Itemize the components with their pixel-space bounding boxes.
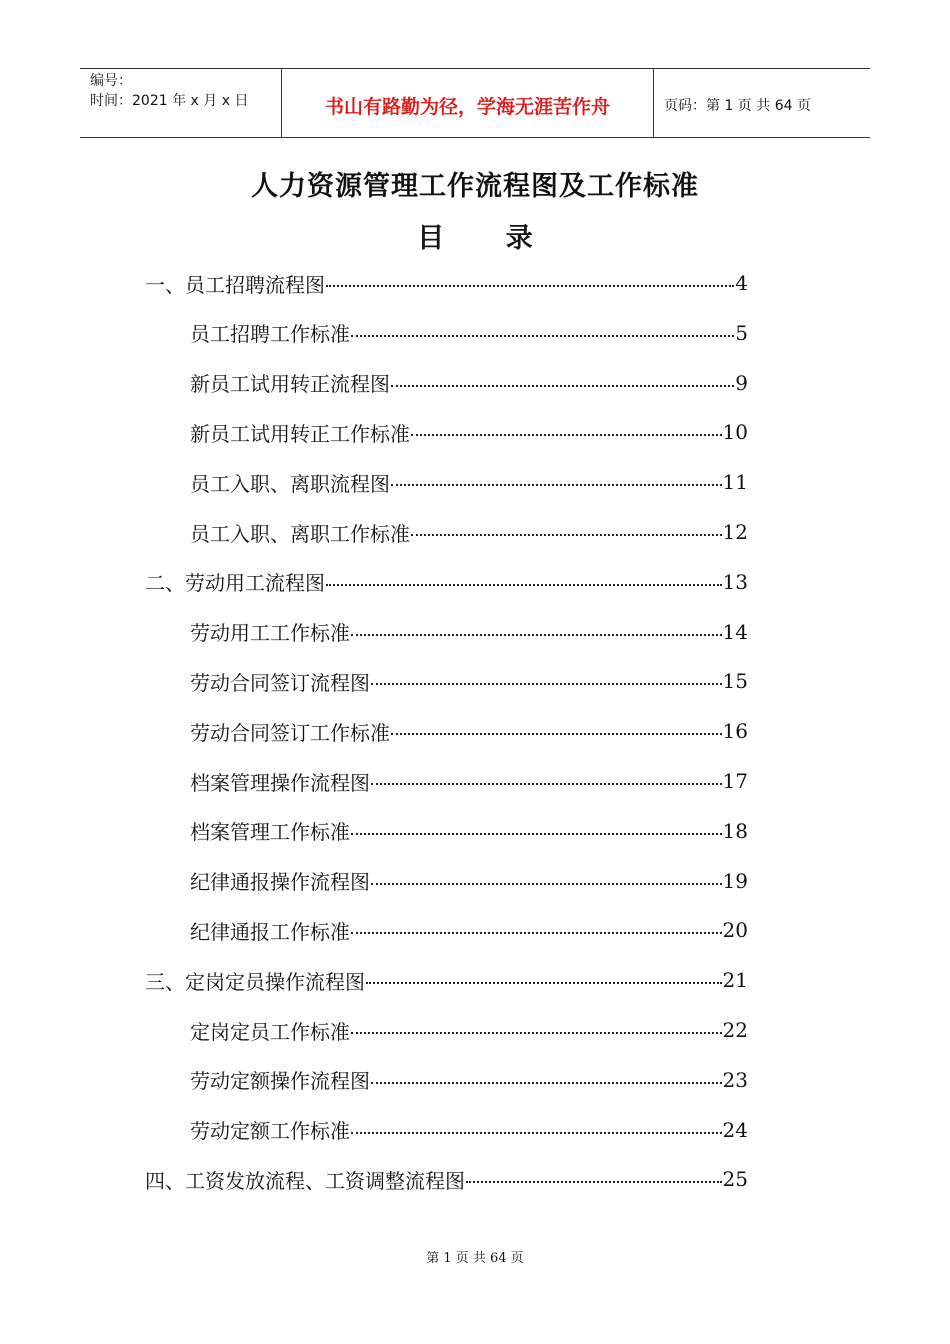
- toc-entry-page: 23: [722, 1067, 748, 1092]
- document-title: 人力资源管理工作流程图及工作标准: [251, 171, 699, 202]
- toc-entry-label: 一、员工招聘流程图: [145, 272, 325, 297]
- toc-entry-page: 11: [722, 470, 748, 495]
- toc-leader-dots: [351, 833, 722, 835]
- page-footer: 第 1 页 共 64 页: [426, 1251, 524, 1266]
- toc-entry[interactable]: [190, 714, 748, 748]
- toc-entry-page: 16: [722, 719, 748, 744]
- toc-entry-page: 24: [722, 1117, 748, 1142]
- toc-leader-dots: [391, 385, 734, 387]
- toc-entry[interactable]: [190, 415, 748, 449]
- toc-entry-label: 档案管理操作流程图: [190, 770, 370, 795]
- toc-entry-label: 纪律通报操作流程图: [190, 870, 370, 895]
- toc-entry[interactable]: [190, 515, 748, 549]
- toc-entry[interactable]: [190, 366, 748, 400]
- toc-leader-dots: [371, 683, 722, 685]
- toc-leader-dots: [466, 1181, 722, 1183]
- toc-entry-label: 劳动合同签订工作标准: [190, 720, 390, 745]
- toc-entry[interactable]: [190, 465, 748, 499]
- toc-entry[interactable]: [190, 1113, 748, 1147]
- toc-leader-dots: [371, 1082, 722, 1084]
- toc-leader-dots: [411, 434, 722, 436]
- toc-leader-dots: [351, 634, 722, 636]
- toc-entry-page: 10: [722, 420, 748, 445]
- date-label: 时间：2021 年 x 月 x 日: [90, 93, 249, 109]
- toc-entry-label: 定岗定员工作标准: [190, 1019, 350, 1044]
- toc-entry-page: 4: [735, 271, 748, 295]
- toc-leader-dots: [391, 733, 722, 735]
- number-label: 编号：: [90, 73, 132, 89]
- toc-entry[interactable]: [145, 1162, 748, 1196]
- toc-leader-dots: [366, 982, 722, 984]
- header-motto: 书山有路勤为径，学海无涯苦作舟: [282, 69, 654, 137]
- toc-leader-dots: [411, 534, 722, 536]
- toc-entry-page: 17: [722, 769, 748, 793]
- toc-entry-page: 14: [722, 619, 748, 644]
- toc-leader-dots: [351, 1132, 722, 1134]
- toc-entry-page: 20: [722, 918, 748, 943]
- header-meta-cell: [80, 69, 282, 137]
- toc-entry-label: 档案管理工作标准: [190, 820, 350, 845]
- toc-entry-label: 新员工试用转正流程图: [190, 372, 390, 397]
- toc-entry-label: 三、定岗定员操作流程图: [145, 969, 365, 994]
- toc-entry-label: 员工入职、离职工作标准: [190, 521, 410, 546]
- toc-entry[interactable]: [190, 764, 748, 798]
- toc-leader-dots: [351, 932, 722, 934]
- toc-entry-label: 员工招聘工作标准: [190, 322, 350, 347]
- toc-entry[interactable]: [145, 266, 748, 300]
- toc-entry-page: 19: [722, 868, 748, 893]
- toc-entry-label: 纪律通报工作标准: [190, 919, 350, 944]
- toc-leader-dots: [351, 1032, 722, 1034]
- page-header-table: [80, 68, 870, 138]
- toc-entry-label: 劳动定额操作流程图: [190, 1069, 370, 1094]
- toc-leader-dots: [391, 484, 722, 486]
- toc-entry[interactable]: [145, 963, 748, 997]
- toc-entry-page: 25: [722, 1167, 748, 1192]
- toc-entry-label: 员工入职、离职流程图: [190, 471, 390, 496]
- toc-leader-dots: [371, 883, 722, 885]
- toc-entry-page: 15: [722, 669, 748, 694]
- toc-entry-label: 劳动定额工作标准: [190, 1119, 350, 1144]
- toc-leader-dots: [326, 584, 722, 586]
- toc-entry[interactable]: [190, 864, 748, 898]
- toc-entry-page: 12: [722, 520, 748, 544]
- toc-entry[interactable]: [190, 615, 748, 649]
- toc-entry-label: 新员工试用转正工作标准: [190, 421, 410, 446]
- toc-entry-label: 劳动合同签订流程图: [190, 670, 370, 695]
- toc-entry[interactable]: [190, 1063, 748, 1097]
- toc-leader-dots: [351, 335, 734, 337]
- toc-entry-page: 22: [722, 1018, 748, 1042]
- header-page-info: 页码：第 1 页 共 64 页: [664, 98, 811, 114]
- toc-leader-dots: [371, 783, 722, 785]
- toc-entry[interactable]: [145, 565, 748, 599]
- toc-entry[interactable]: [190, 664, 748, 698]
- toc-entry[interactable]: [190, 316, 748, 350]
- toc-entry-label: 四、工资发放流程、工资调整流程图: [145, 1168, 465, 1193]
- toc-entry-label: 劳动用工工作标准: [190, 621, 350, 646]
- toc-entry-page: 9: [735, 370, 748, 395]
- toc-leader-dots: [326, 285, 734, 287]
- toc-heading: 目 录: [417, 223, 559, 254]
- toc-entry[interactable]: [190, 913, 748, 947]
- toc-entry-page: 5: [735, 320, 748, 345]
- toc-entry[interactable]: [190, 814, 748, 848]
- toc-entry-page: 13: [722, 569, 748, 594]
- toc-entry-page: 18: [722, 818, 748, 843]
- toc-entry-page: 21: [722, 968, 748, 993]
- toc-entry-label: 二、劳动用工流程图: [145, 571, 325, 596]
- toc-entry[interactable]: [190, 1013, 748, 1047]
